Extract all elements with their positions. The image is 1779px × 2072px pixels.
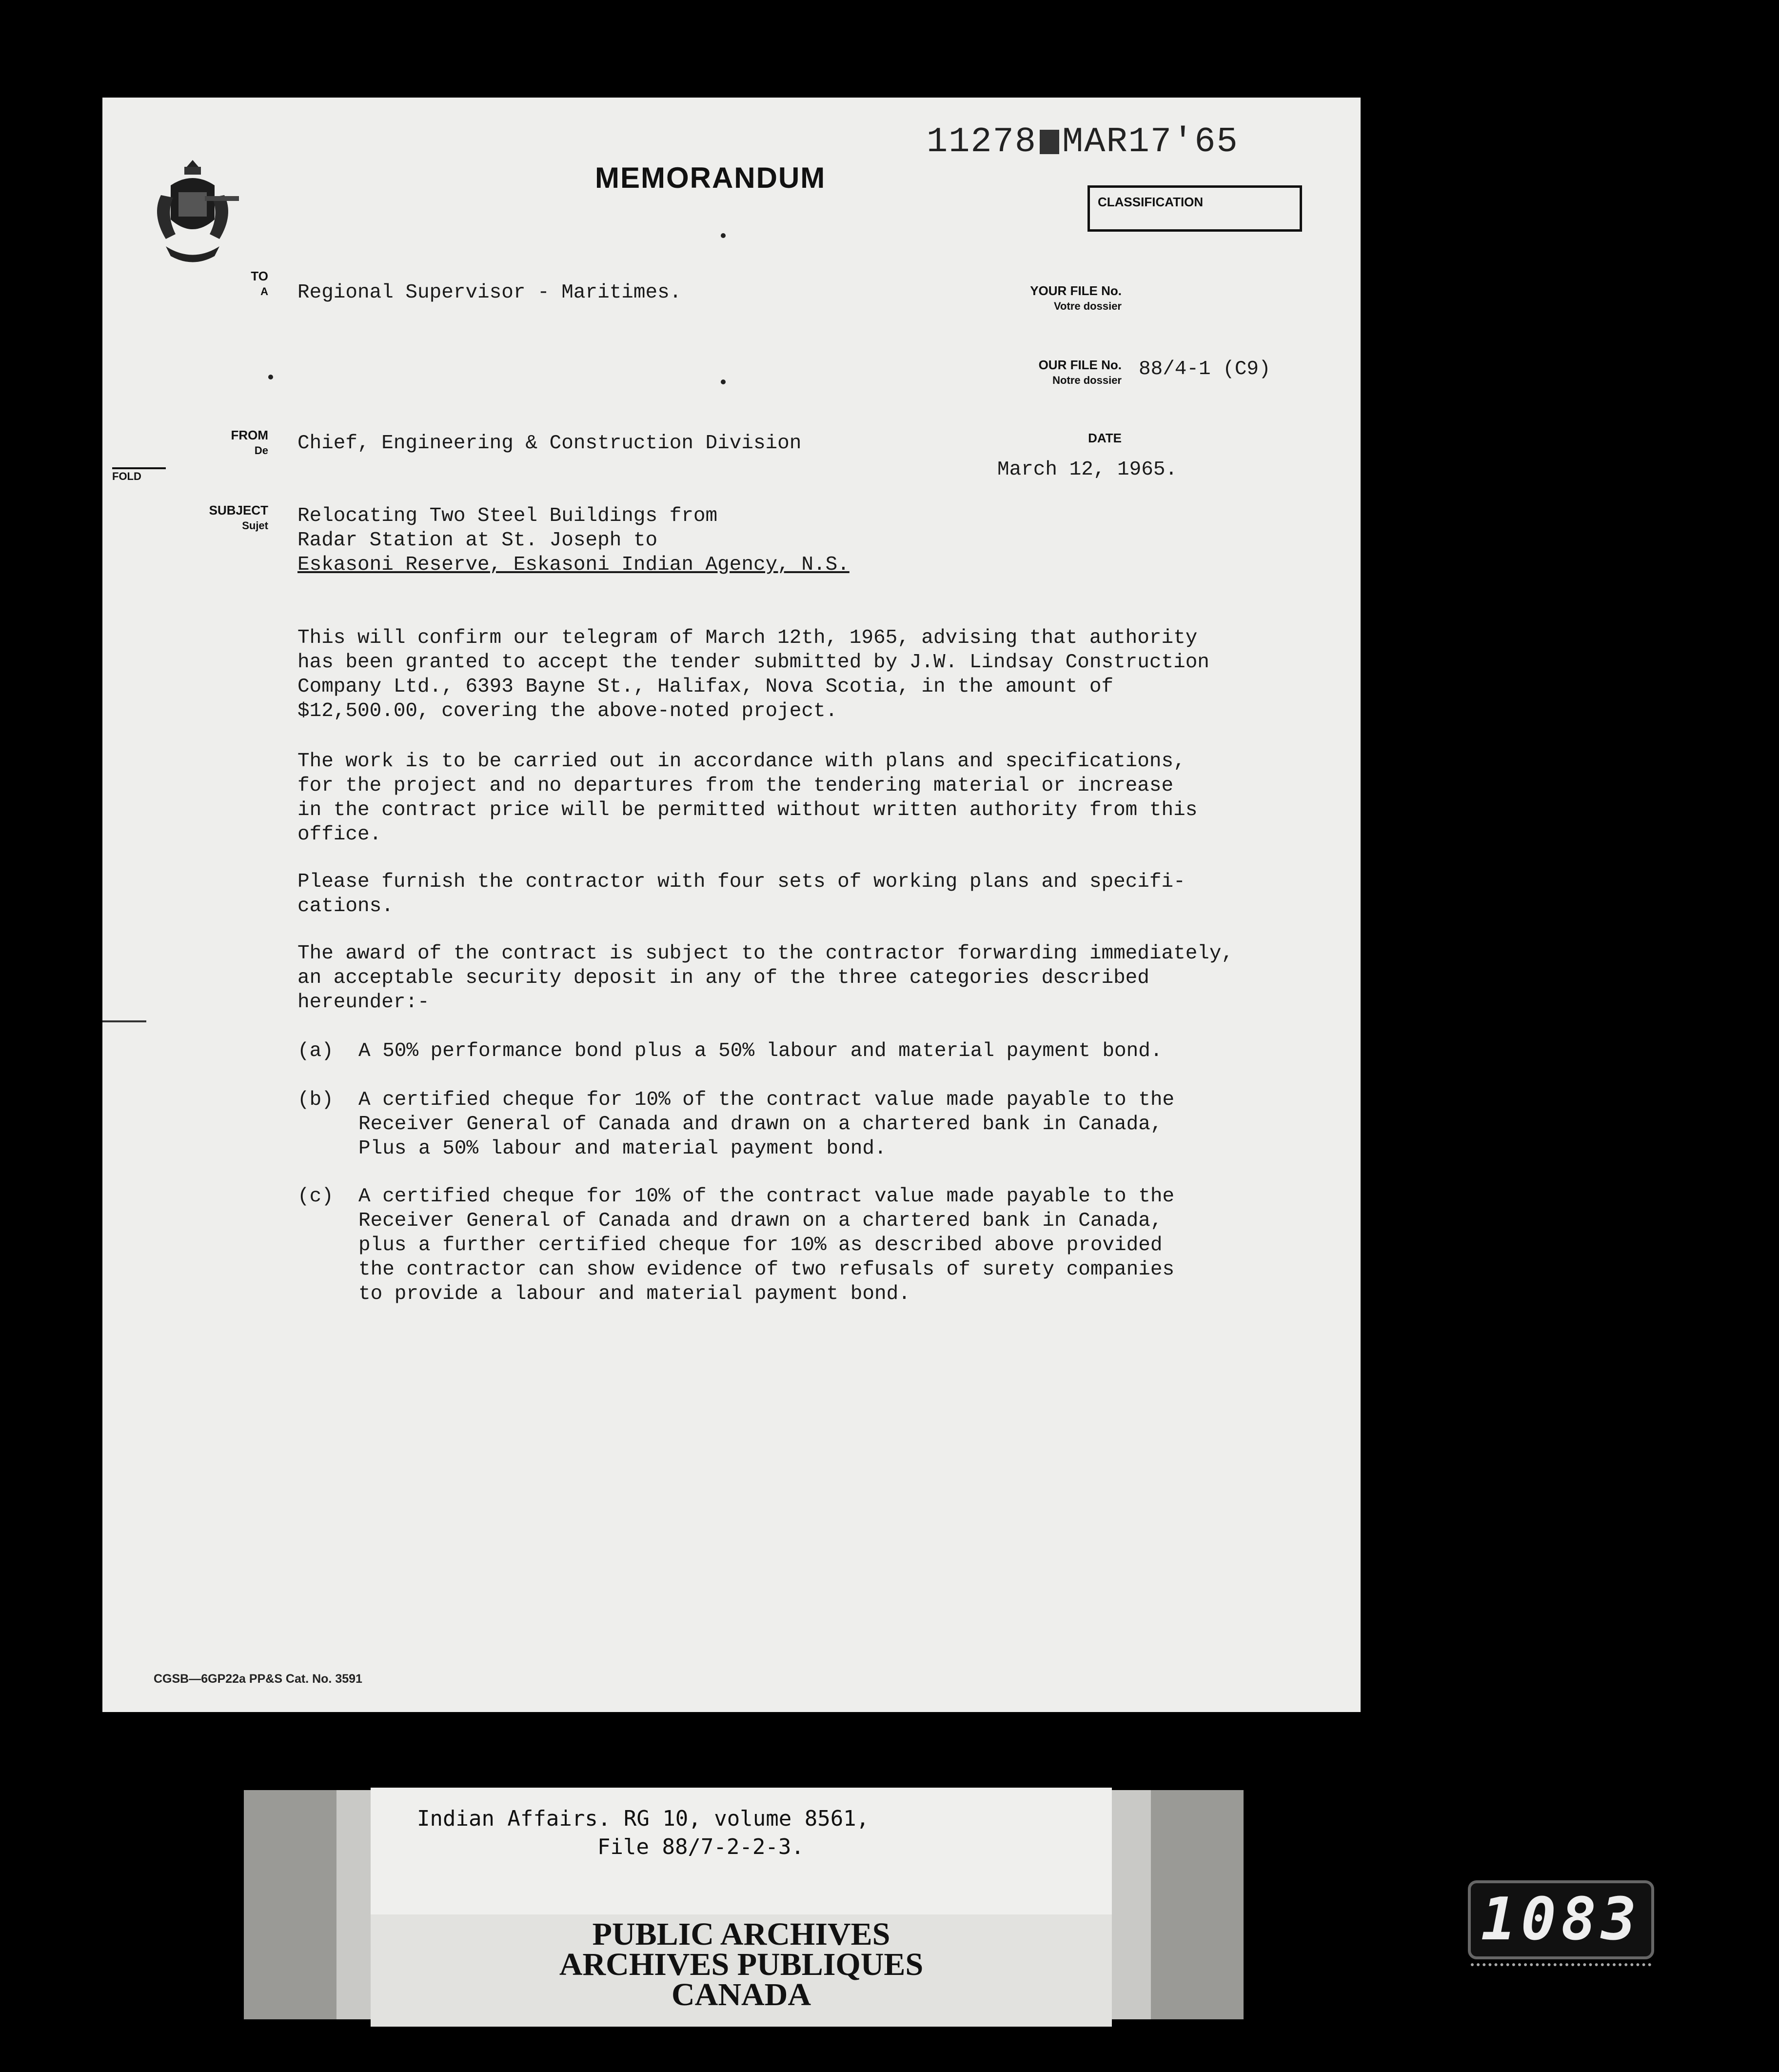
received-stamp <box>927 122 1239 162</box>
your-file-label: YOUR FILE No. Votre dossier <box>1030 283 1122 312</box>
our-file-label: OUR FILE No. Notre dossier <box>1038 358 1122 386</box>
fold-mark: FOLD <box>112 467 166 483</box>
to-label: TO A <box>251 269 268 298</box>
coat-of-arms-icon <box>146 156 239 268</box>
date-label: DATE <box>1088 431 1122 445</box>
our-file-value: 88/4-1 (C9) <box>1139 358 1271 380</box>
subject-line: Radar Station at St. Joseph to <box>297 529 658 552</box>
subject-line: Eskasoni Reserve, Eskasoni Indian Agency, N.S. <box>297 554 850 576</box>
from-value: Chief, Engineering & Construction Division <box>297 432 802 455</box>
list-item: (b) A certified cheque for 10% of the contract value made payable to the Receiver General of Canada and drawn on a chartered bank in Canada, Plus a 50% labour and material payment bond. <box>297 1089 1175 1160</box>
date-value: March 12, 1965. <box>997 458 1178 481</box>
memorandum-sheet <box>102 98 1361 1712</box>
paragraph-confirmation: This will confirm our telegram of March 12th, 1965, advising that authority has been granted to accept the tender submitted by J.W. Lindsay Construction Company Ltd., 6393 Bayne St., Halifax, Nova Scotia, in the amount of $12,500.00, covering the above-noted project. <box>297 627 1209 722</box>
list-item: (c) A certified cheque for 10% of the contract value made payable to the Receiver General of Canada and drawn on a chartered bank in Canada, plus a further certified cheque for 10% as described above provided the contractor can show evidence of two refusals of surety companies to provide a labour and material payment bond. <box>297 1185 1175 1305</box>
list-item: (a) A 50% performance bond plus a 50% labour and material payment bond. <box>297 1040 1163 1062</box>
stamp-number: 11278 <box>927 122 1037 162</box>
margin-mark <box>102 1020 146 1022</box>
archive-reference: Indian Affairs. RG 10, volume 8561, File 88/7-2-2-3. <box>417 1806 870 1859</box>
paragraph-plans: Please furnish the contractor with four sets of working plans and specifi- cations. <box>297 871 1186 917</box>
paragraph-award: The award of the contract is subject to the contractor forwarding immediately, an acceptable security deposit in any of the three categories described hereunder:- <box>297 942 1234 1014</box>
stamp-date: MAR17'65 <box>1062 122 1239 162</box>
from-label: FROM De <box>231 428 268 457</box>
paragraph-work-conditions: The work is to be carried out in accordance with plans and specifications, for the project and no departures from the tendering material or increase in the contract price will be permitted without written authority from this office. <box>297 750 1198 846</box>
memo-title: MEMORANDUM <box>595 161 826 194</box>
classification-box <box>1087 185 1302 232</box>
to-value: Regional Supervisor - Maritimes. <box>297 281 682 304</box>
punch-dot <box>721 379 726 384</box>
classification-label: CLASSIFICATION <box>1098 195 1204 209</box>
archive-name-fr: ARCHIVES PUBLIQUES <box>559 1947 924 1982</box>
catalogue-number: CGSB—6GP22a PP&S Cat. No. 3591 <box>154 1672 362 1686</box>
subject-label: SUBJECT Sujet <box>209 503 268 532</box>
archive-country: CANADA <box>672 1977 811 2012</box>
frame-number: 1083 <box>1468 1880 1654 1959</box>
punch-dot <box>721 233 726 238</box>
archive-name-en: PUBLIC ARCHIVES <box>592 1916 890 1952</box>
punch-dot <box>268 375 273 379</box>
subject-line: Relocating Two Steel Buildings from <box>297 505 718 527</box>
archive-label <box>371 1788 1112 2027</box>
